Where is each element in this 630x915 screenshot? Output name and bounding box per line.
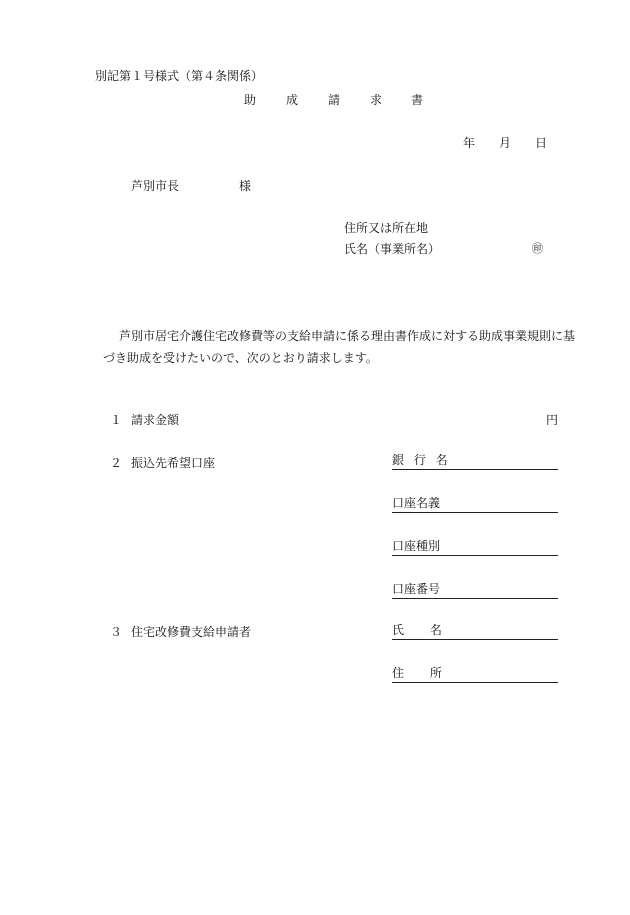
title-char: 成 — [286, 93, 299, 107]
applicant-address-field[interactable] — [392, 667, 558, 683]
title-char: 書 — [411, 93, 424, 107]
seal-mark: ㊞ — [532, 242, 543, 255]
form-number: 別記第１号様式（第４条関係） — [95, 69, 264, 83]
account-type-underline — [392, 555, 558, 556]
applicant-name-underline — [392, 639, 558, 640]
account-holder-field[interactable] — [392, 497, 558, 513]
addressee-name: 芦別市長 — [131, 179, 180, 193]
item-number-1: １ — [110, 413, 123, 427]
item-number-3: ３ — [110, 625, 123, 639]
title-char: 求 — [370, 93, 383, 107]
bank-name-field[interactable] — [392, 454, 558, 470]
yen-unit: 円 — [546, 413, 559, 427]
statement-line-2: づき助成を受けたいので、次のとおり請求します。 — [103, 351, 378, 365]
account-number-underline — [392, 598, 558, 599]
title-char: 請 — [328, 93, 341, 107]
bank-name-label: 銀 行 名 — [392, 453, 451, 467]
applicant-address-label: 住 所 — [392, 666, 442, 680]
item-label-applicant: 住宅改修費支給申請者 — [131, 625, 252, 639]
bank-name-underline — [392, 469, 558, 470]
item-number-2: ２ — [110, 456, 123, 470]
applicant-name-field[interactable] — [392, 624, 558, 640]
account-type-label: 口座種別 — [392, 539, 441, 553]
address-label: 住所又は所在地 — [344, 221, 429, 235]
addressee-honorific: 様 — [239, 179, 252, 193]
title-char: 助 — [244, 93, 257, 107]
applicant-name-label: 氏 名 — [392, 623, 442, 637]
date-month: 月 — [499, 136, 512, 150]
item-label-claim-amount: 請求金額 — [131, 413, 180, 427]
account-number-label: 口座番号 — [392, 582, 441, 596]
statement-line-1: 芦別市居宅介護住宅改修費等の支給申請に係る理由書作成に対する助成事業規則に基 — [119, 329, 576, 343]
request-statement — [95, 325, 575, 369]
date-day: 日 — [535, 136, 548, 150]
account-holder-label: 口座名義 — [392, 496, 441, 510]
date-year: 年 — [463, 136, 476, 150]
account-holder-underline — [392, 512, 558, 513]
account-number-field[interactable] — [392, 583, 558, 599]
item-label-bank-account: 振込先希望口座 — [131, 456, 216, 470]
name-label: 氏名（事業所名） — [344, 242, 441, 256]
applicant-address-underline — [392, 682, 558, 683]
account-type-field[interactable] — [392, 540, 558, 556]
